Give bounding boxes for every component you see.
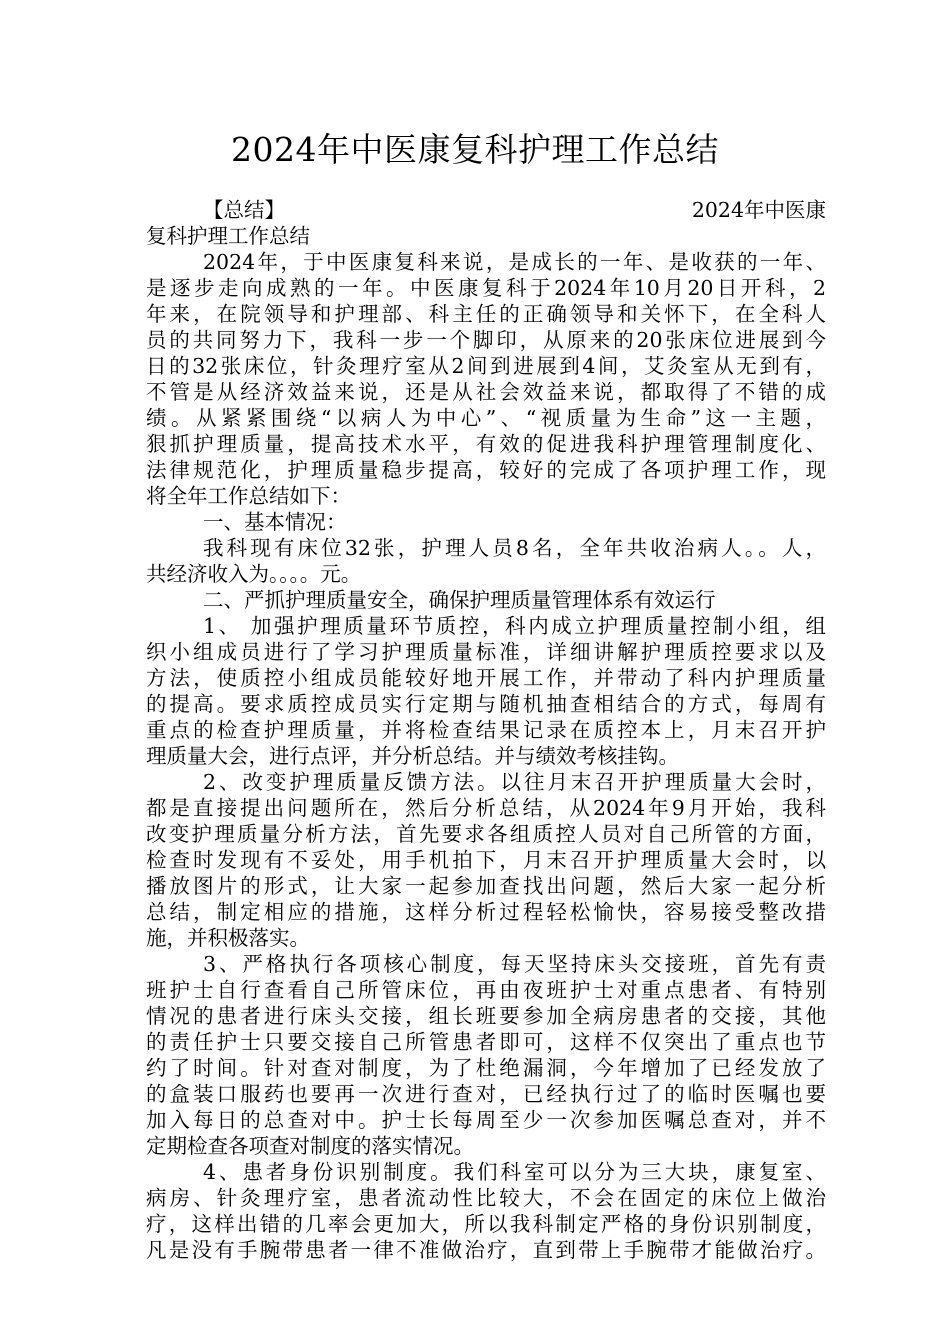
body-line: 病房、针灸理疗室，患者流动性比较大，不会在固定的床位上做治: [146, 1186, 826, 1210]
body-line: 重点的检查护理质量，并将检查结果记录在质控本上，月末召开护: [146, 718, 826, 742]
body-line: 2、改变护理质量反馈方法。以往月末召开护理质量大会时，: [203, 770, 826, 794]
body-line: 检查时发现有不妥处，用手机拍下，月末召开护理质量大会时，以: [146, 848, 826, 872]
body-line: 我科现有床位32张，护理人员8名，全年共收治病人。。人，: [203, 536, 826, 560]
section-heading: 一、基本情况：: [203, 510, 347, 534]
body-line: 改变护理质量分析方法，首先要求各组质控人员对自己所管的方面，: [146, 822, 826, 846]
body-line: 总结，制定相应的措施，这样分析过程轻松愉快，容易接受整改措: [146, 900, 826, 924]
body-line: 加入每日的总查对中。护士长每周至少一次参加医嘱总查对，并不: [146, 1108, 826, 1132]
body-line: 的盒装口服药也要再一次进行查对，已经执行过了的临时医嘱也要: [146, 1082, 826, 1106]
body-line: 不管是从经济效益来说，还是从社会效益来说，都取得了不错的成: [146, 380, 826, 404]
body-line: 年来，在院领导和护理部、科主任的正确领导和关怀下，在全科人: [146, 302, 826, 326]
body-line: 绩。从紧紧围绕“以病人为中心”、“视质量为生命”这一主题，: [146, 406, 826, 430]
summary-header-row: [146, 197, 826, 223]
body-line: 方法，使质控小组成员能较好地开展工作，并带动了科内护理质量: [146, 666, 826, 690]
body-line: 理质量大会，进行点评，并分析总结。并与绩效考核挂钩。: [146, 744, 679, 768]
body-line: 1、 加强护理质量环节质控，科内成立护理质量控制小组，组: [203, 614, 826, 638]
body-line: 约了时间。针对查对制度，为了杜绝漏洞，今年增加了已经发放了: [146, 1056, 826, 1080]
body-line: 的提高。要求质控成员实行定期与随机抽查相结合的方式，每周有: [146, 692, 826, 716]
body-line: 定期检查各项查对制度的落实情况。: [146, 1134, 474, 1158]
body-line: 3、严格执行各项核心制度，每天坚持床头交接班，首先有责: [203, 952, 826, 976]
body-line: 法律规范化，护理质量稳步提高，较好的完成了各项护理工作，现: [146, 458, 826, 482]
body-line: 播放图片的形式，让大家一起参加查找出问题，然后大家一起分析: [146, 874, 826, 898]
body-line: 施，并积极落实。: [146, 926, 310, 950]
body-line: 是逐步走向成熟的一年。中医康复科于2024年10月20日开科，2: [146, 276, 826, 300]
body-line: 凡是没有手腕带患者一律不准做治疗，直到带上手腕带才能做治疗。: [146, 1238, 826, 1262]
body-line: 的责任护士只要交接自己所管患者即可，这样不仅突出了重点也节: [146, 1030, 826, 1054]
body-line: 班护士自行查看自己所管床位，再由夜班护士对重点患者、有特别: [146, 978, 826, 1002]
document-title: 2024年中医康复科护理工作总结: [231, 130, 719, 169]
body-line: 织小组成员进行了学习护理质量标准，详细讲解护理质控要求以及: [146, 640, 826, 664]
body-line: 2024年，于中医康复科来说，是成长的一年、是收获的一年、: [203, 250, 826, 274]
summary-tag: 【总结】: [203, 198, 285, 222]
document-body: [146, 197, 826, 1263]
body-line: 复科护理工作总结: [146, 224, 310, 248]
summary-title-start: 2024年中医康: [691, 198, 826, 222]
section-heading: 二、严抓护理质量安全，确保护理质量管理体系有效运行: [203, 588, 716, 612]
body-line: 疗，这样出错的几率会更加大，所以我科制定严格的身份识别制度，: [146, 1212, 826, 1236]
body-line: 日的32张床位，针灸理疗室从2间到进展到4间，艾灸室从无到有，: [146, 354, 826, 378]
body-line: 情况的患者进行床头交接，组长班要参加全病房患者的交接，其他: [146, 1004, 826, 1028]
body-line: 4、患者身份识别制度。我们科室可以分为三大块，康复室、: [203, 1160, 826, 1184]
body-line: 都是直接提出问题所在，然后分析总结，从2024年9月开始，我科: [146, 796, 826, 820]
body-line: 将全年工作总结如下：: [146, 484, 351, 508]
body-line: 共经济收入为。。。。元。: [146, 562, 362, 586]
body-line: 狠抓护理质量，提高技术水平，有效的促进我科护理管理制度化、: [146, 432, 826, 456]
body-line: 员的共同努力下，我科一步一个脚印，从原来的20张床位进展到今: [146, 328, 826, 352]
